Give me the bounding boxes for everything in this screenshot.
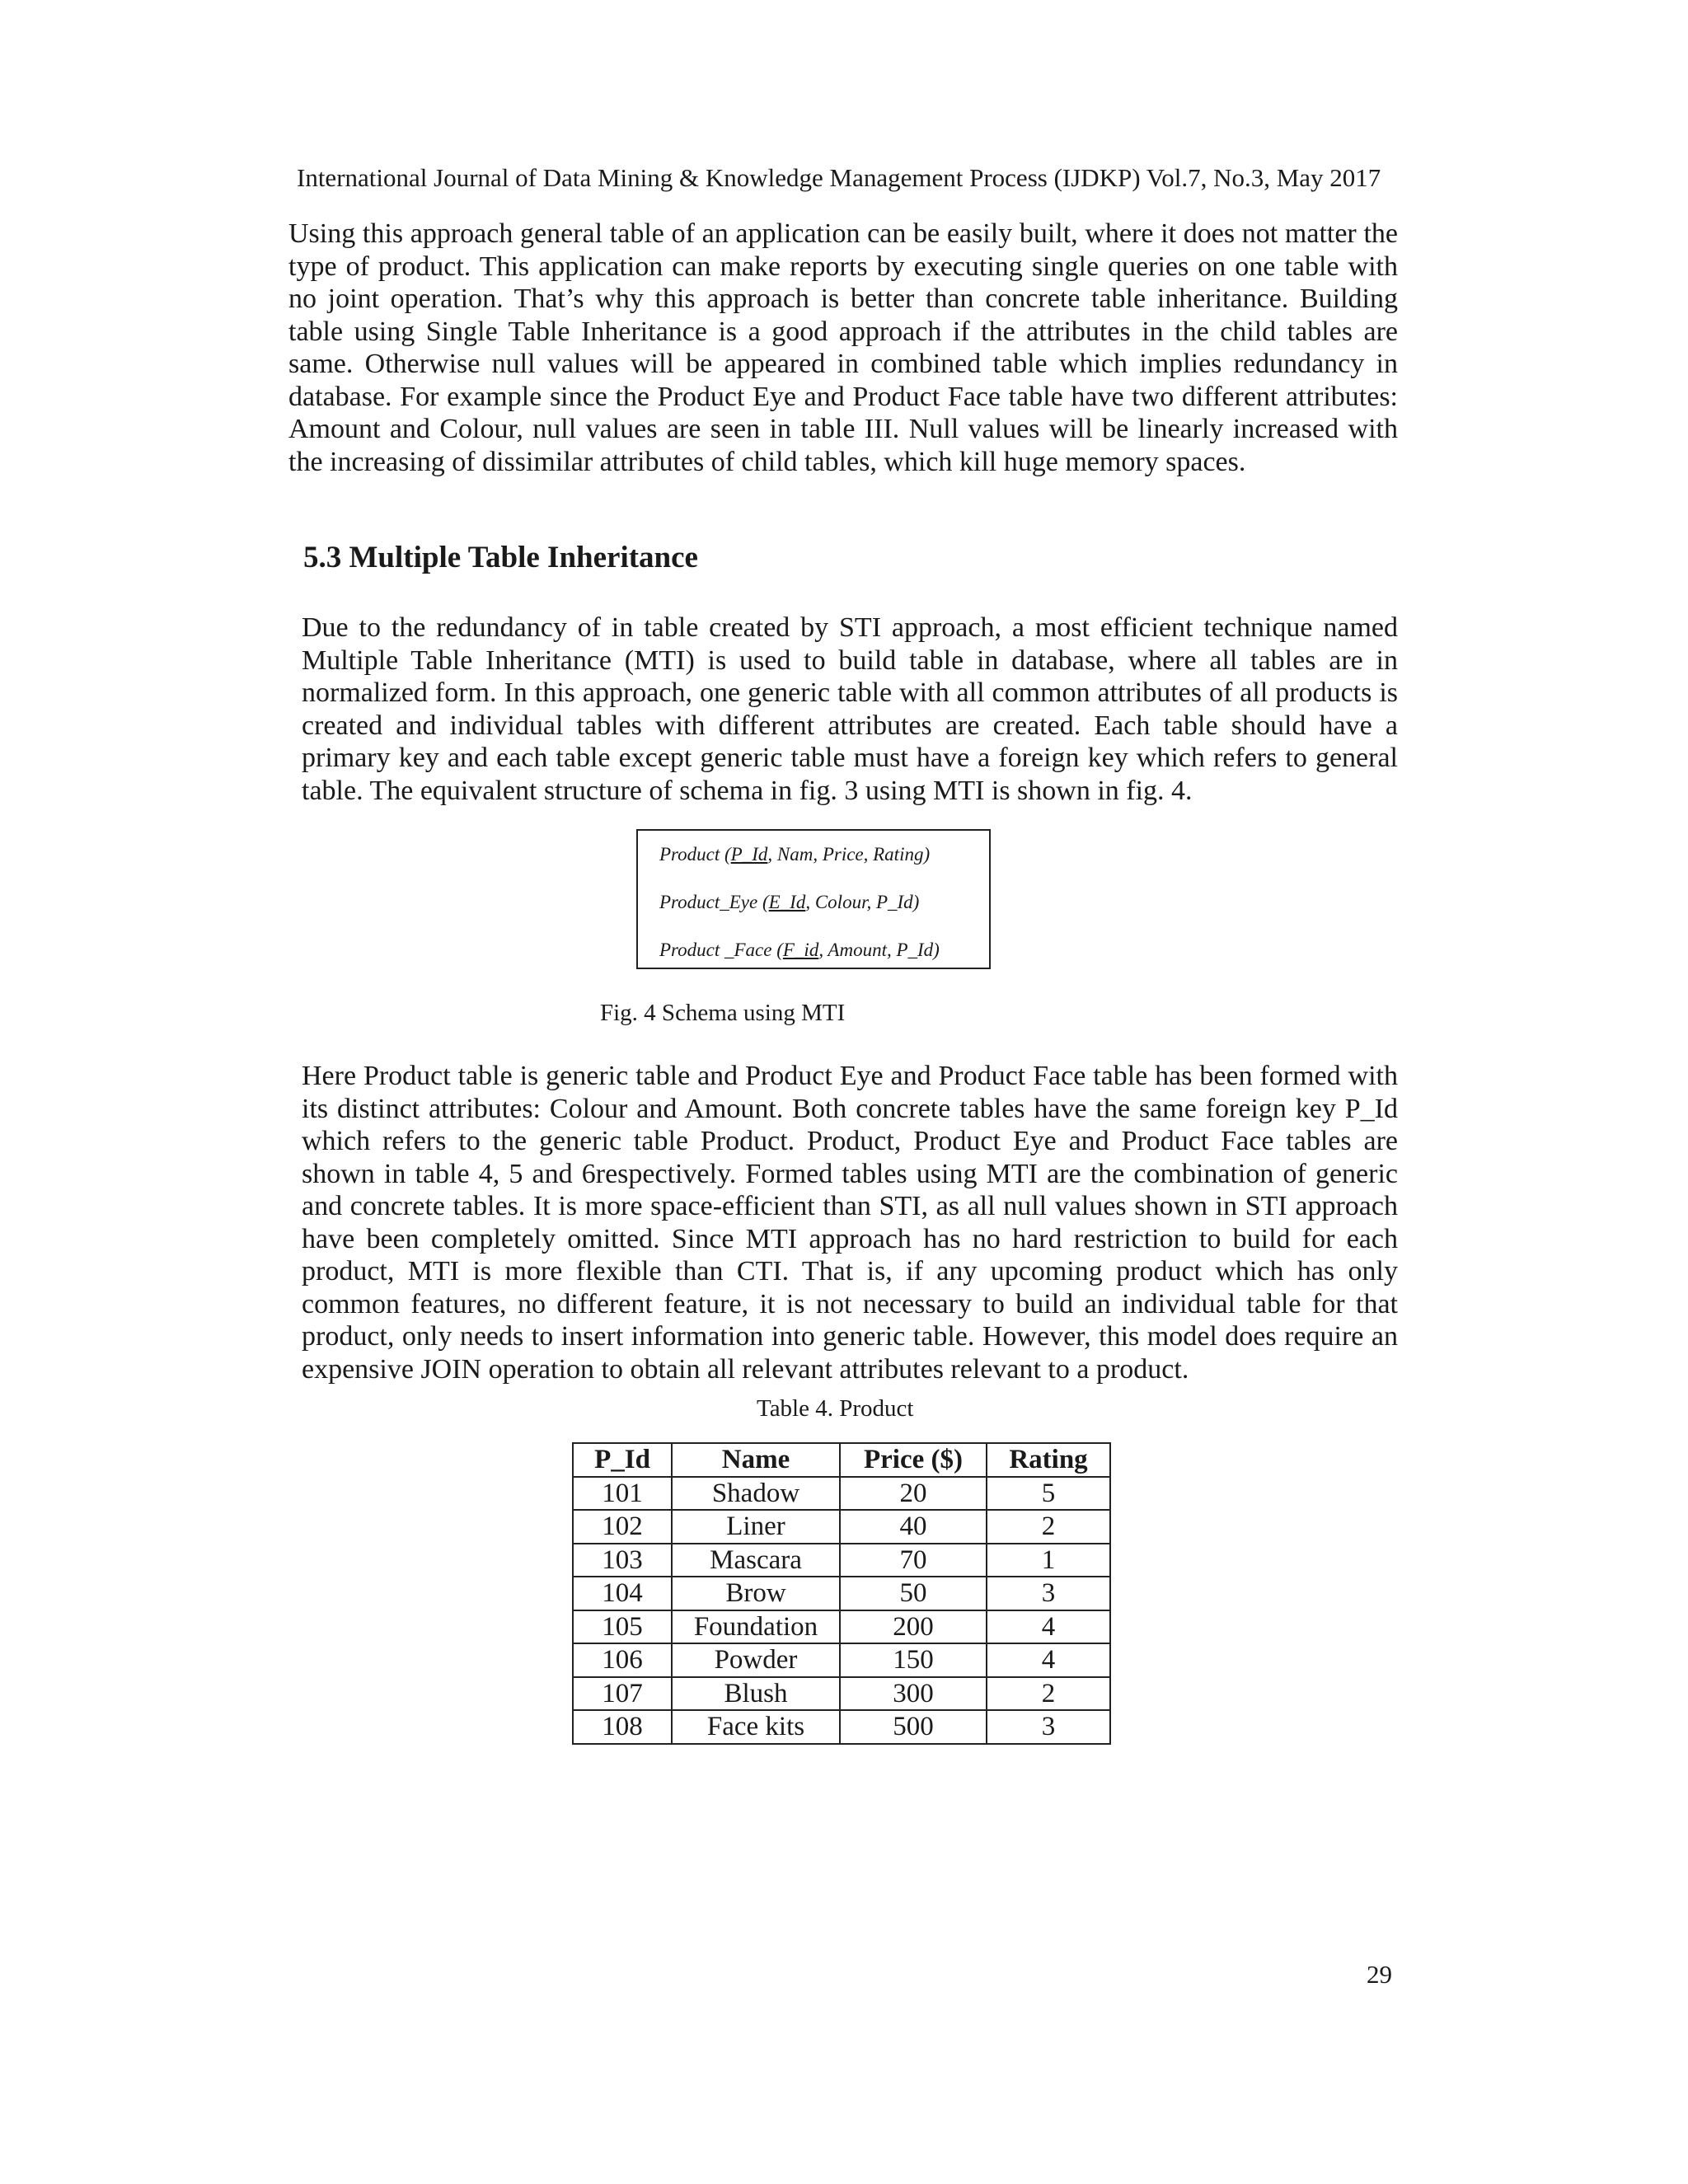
table-cell: 108 <box>573 1710 672 1744</box>
column-header: Name <box>672 1443 840 1477</box>
table-cell: 200 <box>840 1610 987 1644</box>
table-cell: Face kits <box>672 1710 840 1744</box>
table-cell: 104 <box>573 1577 672 1610</box>
paragraph-sti-summary: Using this approach general table of an application can be easily built, where it does not matter the type of product. This application can make reports by executing single queries on one table with no joint operation. That’s why this approach is better than concrete table inheritance. Building table using Single Table Inheritance is a good approach if the attributes in the child tables are same. Otherwise null values will be appeared in combined table which implies redundancy in database. For example since the Product Eye and Product Face table have two different attributes: Amount and Colour, null values are seen in table III. Null values will be linearly increased with the increasing of dissimilar attributes of child tables, which kill huge memory spaces. <box>288 218 1398 477</box>
table-cell: 102 <box>573 1510 672 1544</box>
table-row <box>573 1677 1110 1711</box>
running-header: International Journal of Data Mining & Knowledge Management Process (IJDKP) Vol.7, No.3, May 2017 <box>297 163 1381 192</box>
schema-prefix: Product ( <box>659 844 731 865</box>
column-header: Price ($) <box>840 1443 987 1477</box>
table-cell: 50 <box>840 1577 987 1610</box>
table-cell: Foundation <box>672 1610 840 1644</box>
schema-line-product-face <box>659 938 940 963</box>
table-cell: 103 <box>573 1544 672 1577</box>
product-table <box>572 1442 1111 1745</box>
table-cell: Mascara <box>672 1544 840 1577</box>
table-cell: 4 <box>987 1643 1110 1677</box>
table-cell: Brow <box>672 1577 840 1610</box>
schema-primary-key: P_Id <box>730 844 768 865</box>
schema-line-product-eye <box>659 890 919 915</box>
schema-primary-key: E_Id <box>768 892 806 912</box>
table-cell: Shadow <box>672 1477 840 1511</box>
column-header: P_Id <box>573 1443 672 1477</box>
table-header-row <box>573 1443 1110 1477</box>
schema-primary-key: F_id <box>782 940 819 960</box>
table-row <box>573 1610 1110 1644</box>
page-number: 29 <box>1367 1960 1392 1989</box>
table-cell: Liner <box>672 1510 840 1544</box>
paragraph-mti-discussion: Here Product table is generic table and Product Eye and Product Face table has been formed with its distinct attributes: Colour and Amount. Both concrete tables have the same foreign key P_Id which refers to the generic table Product. Product, Product Eye and Product Face tables are shown in table 4, 5 and 6respectively. Formed tables using MTI are the combination of generic and concrete tables. It is more space-efficient than STI, as all null values shown in STI approach have been completely omitted. Since MTI approach has no hard restriction to build for each product, MTI is more flexible than CTI. That is, if any upcoming product which has only common features, no different feature, it is not necessary to build an individual table for that product, only needs to insert information into generic table. However, this model does require an expensive JOIN operation to obtain all relevant attributes relevant to a product. <box>302 1061 1398 1385</box>
table-cell: 1 <box>987 1544 1110 1577</box>
table-cell: 5 <box>987 1477 1110 1511</box>
table-cell: 20 <box>840 1477 987 1511</box>
table-cell: 3 <box>987 1577 1110 1610</box>
schema-suffix: , Colour, P_Id) <box>805 892 920 912</box>
table-cell: 106 <box>573 1643 672 1677</box>
column-header: Rating <box>987 1443 1110 1477</box>
section-heading-mti: 5.3 Multiple Table Inheritance <box>303 541 698 574</box>
table-row <box>573 1710 1110 1744</box>
table-row <box>573 1477 1110 1511</box>
table-row <box>573 1577 1110 1610</box>
table-row <box>573 1643 1110 1677</box>
schema-suffix: , Amount, P_Id) <box>818 940 940 960</box>
table-cell: 40 <box>840 1510 987 1544</box>
table-caption: Table 4. Product <box>757 1395 914 1422</box>
schema-suffix: , Nam, Price, Rating) <box>767 844 931 865</box>
table-cell: 70 <box>840 1544 987 1577</box>
table-row <box>573 1544 1110 1577</box>
table-cell: 2 <box>987 1510 1110 1544</box>
table-cell: 107 <box>573 1677 672 1711</box>
table-cell: 105 <box>573 1610 672 1644</box>
table-cell: 3 <box>987 1710 1110 1744</box>
schema-prefix: Product_Eye ( <box>659 892 769 912</box>
table-row <box>573 1510 1110 1544</box>
table-cell: 2 <box>987 1677 1110 1711</box>
table-cell: 150 <box>840 1643 987 1677</box>
table-cell: Blush <box>672 1677 840 1711</box>
table-cell: 101 <box>573 1477 672 1511</box>
table-cell: Powder <box>672 1643 840 1677</box>
table-cell: 300 <box>840 1677 987 1711</box>
table-cell: 4 <box>987 1610 1110 1644</box>
schema-figure-box <box>636 829 991 969</box>
paragraph-mti-intro: Due to the redundancy of in table created by STI approach, a most efficient technique named Multiple Table Inheritance (MTI) is used to build table in database, where all tables are in normalized form. In this approach, one generic table with all common attributes of all products is created and individual tables with different attributes are created. Each table should have a primary key and each table except generic table must have a foreign key which refers to general table. The equivalent structure of schema in fig. 3 using MTI is shown in fig. 4. <box>302 612 1398 806</box>
schema-prefix: Product _Face ( <box>659 940 783 960</box>
schema-line-product <box>659 842 930 867</box>
table-cell: 500 <box>840 1710 987 1744</box>
figure-caption: Fig. 4 Schema using MTI <box>600 1000 846 1026</box>
